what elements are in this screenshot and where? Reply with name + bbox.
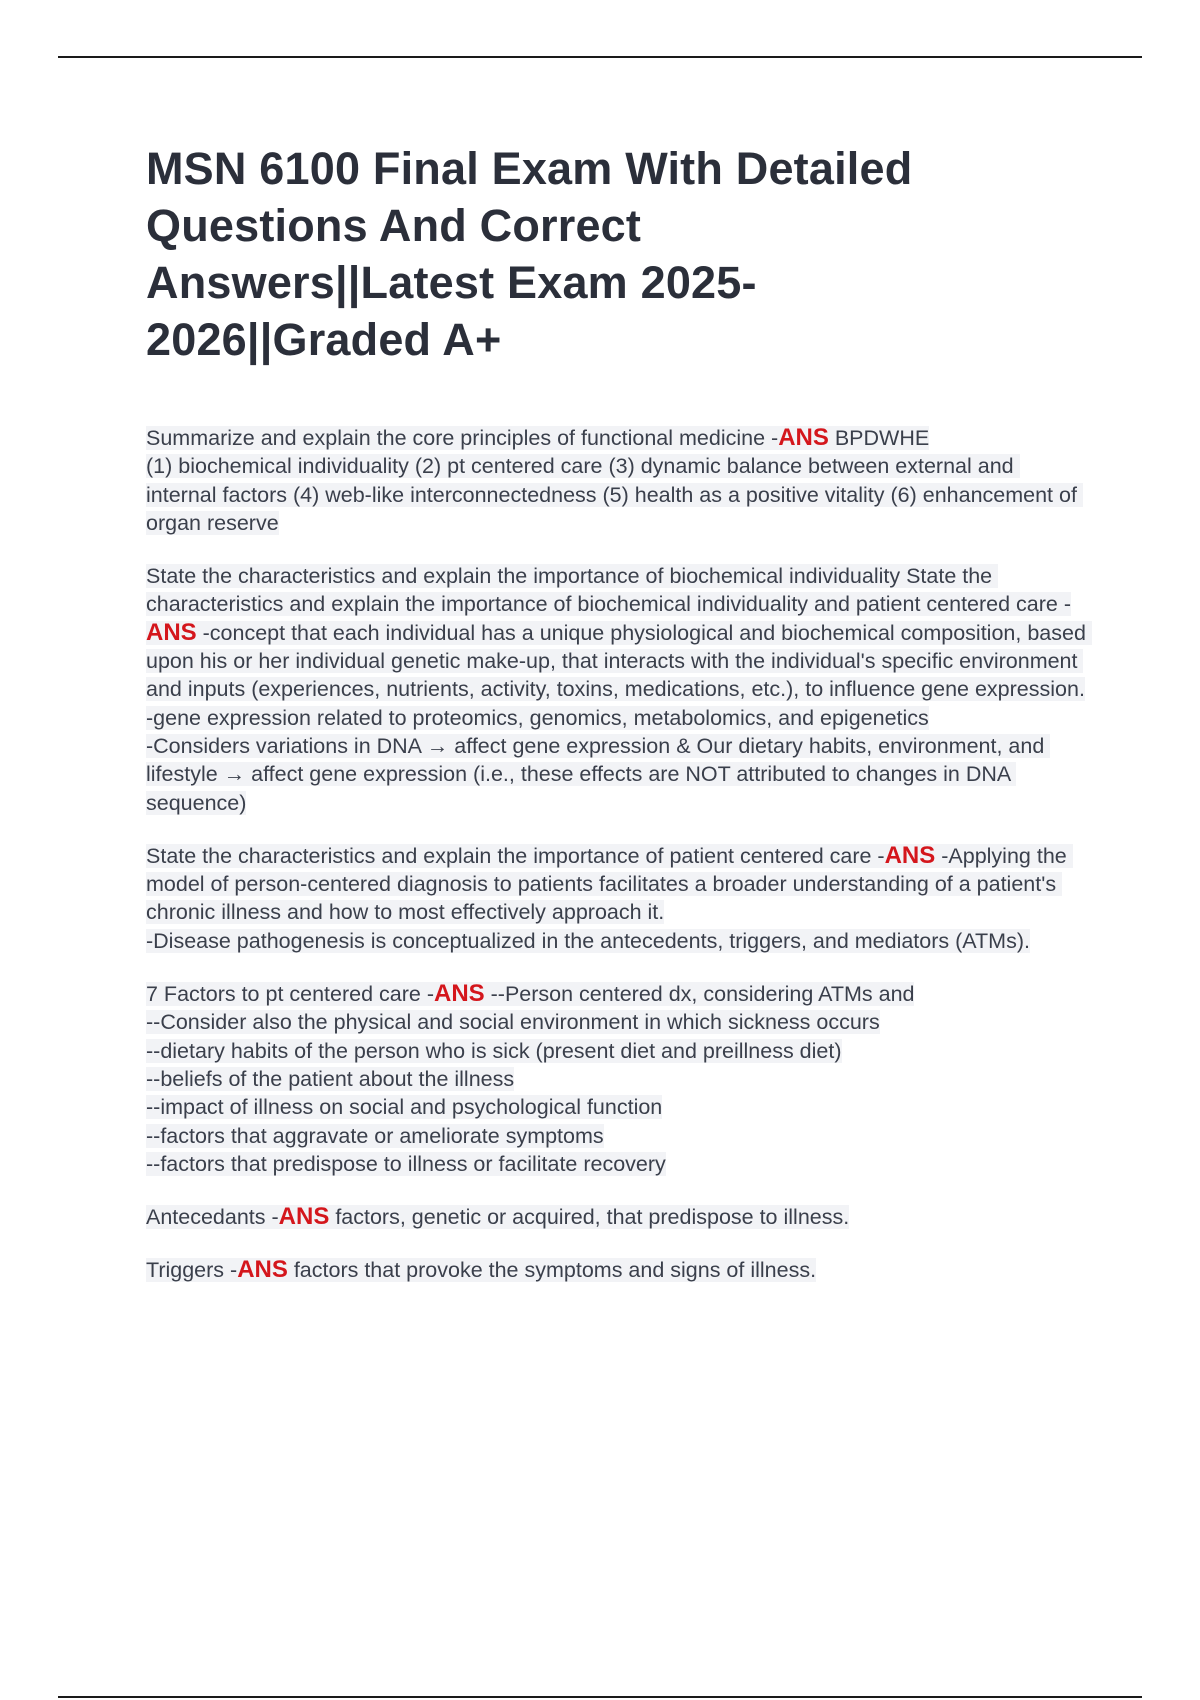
top-rule (58, 56, 1142, 58)
answer-text: factors that provoke the symptoms and signs of illness. (287, 1258, 817, 1283)
answer-text: BPDWHE (1) biochemical individuality (2) pt centered care (3) dynamic balance between external and internal factors (4) web-like interconnectedness (5) health as a positive vitality (6) enhancement of organ reserve (146, 426, 1077, 535)
document-title: MSN 6100 Final Exam With Detailed Questions And Correct Answers||Latest Exam 2025-2026||Graded A+ (146, 143, 913, 365)
document-page (146, 140, 1086, 1310)
question-text: 7 Factors to pt centered care - (146, 982, 434, 1007)
question-text: State the characteristics and explain the importance of biochemical individuality State the characteristics and explain the importance of biochemical individuality and patient centered care - (146, 564, 1072, 617)
ans-marker: ANS (237, 1256, 288, 1284)
question-text: Triggers - (146, 1258, 238, 1283)
answer-text: --Person centered dx, considering ATMs and --Consider also the physical and social environment in which sickness occurs --dietary habits of the person who is sick (present diet and preillness diet) --beliefs of the patient about the illness --impact of illness on social and psychological function --factors that aggravate or ameliorate symptoms --factors that predispose to illness or facilitate recovery (146, 982, 915, 1176)
qa-list (146, 424, 1086, 1285)
ans-marker: ANS (146, 618, 197, 646)
answer-text: -Applying the model of person-centered diagnosis to patients facilitates a broader understanding of a patient's chronic illness and how to most effectively approach it. -Disease pathogenesis is conceptualized in the antecedents, triggers, and mediators (ATMs). (146, 843, 1067, 953)
qa-item (146, 842, 1086, 955)
qa-item (146, 1203, 1086, 1231)
qa-item (146, 1256, 1086, 1284)
answer-text: factors, genetic or acquired, that predispose to illness. (329, 1205, 850, 1230)
qa-item (146, 980, 1086, 1178)
ans-marker: ANS (434, 980, 485, 1008)
ans-marker: ANS (278, 1203, 330, 1231)
question-text: Antecedants - (146, 1205, 279, 1230)
question-text: Summarize and explain the core principles of functional medicine - (146, 426, 779, 450)
qa-item (146, 562, 1086, 817)
qa-item (146, 424, 1086, 537)
question-text: State the characteristics and explain the importance of patient centered care - (146, 843, 885, 868)
ans-marker: ANS (884, 841, 936, 869)
answer-text: -concept that each individual has a unique physiological and biochemical composition, based upon his or her individual genetic make-up, that interacts with the individual's specific environment and inputs (experiences, nutrients, activity, toxins, medications, etc.), to influence gene expression. -gene expression related to proteomics, genomics, metabolomics, and epigenetics -Considers variations in DNA → affect gene expression & Our dietary habits, environment, and lifestyle → affect gene expression (i.e., these effects are NOT attributed to changes in DNA sequence) (146, 620, 1086, 815)
ans-marker: ANS (778, 424, 829, 451)
bottom-rule (58, 1696, 1142, 1698)
